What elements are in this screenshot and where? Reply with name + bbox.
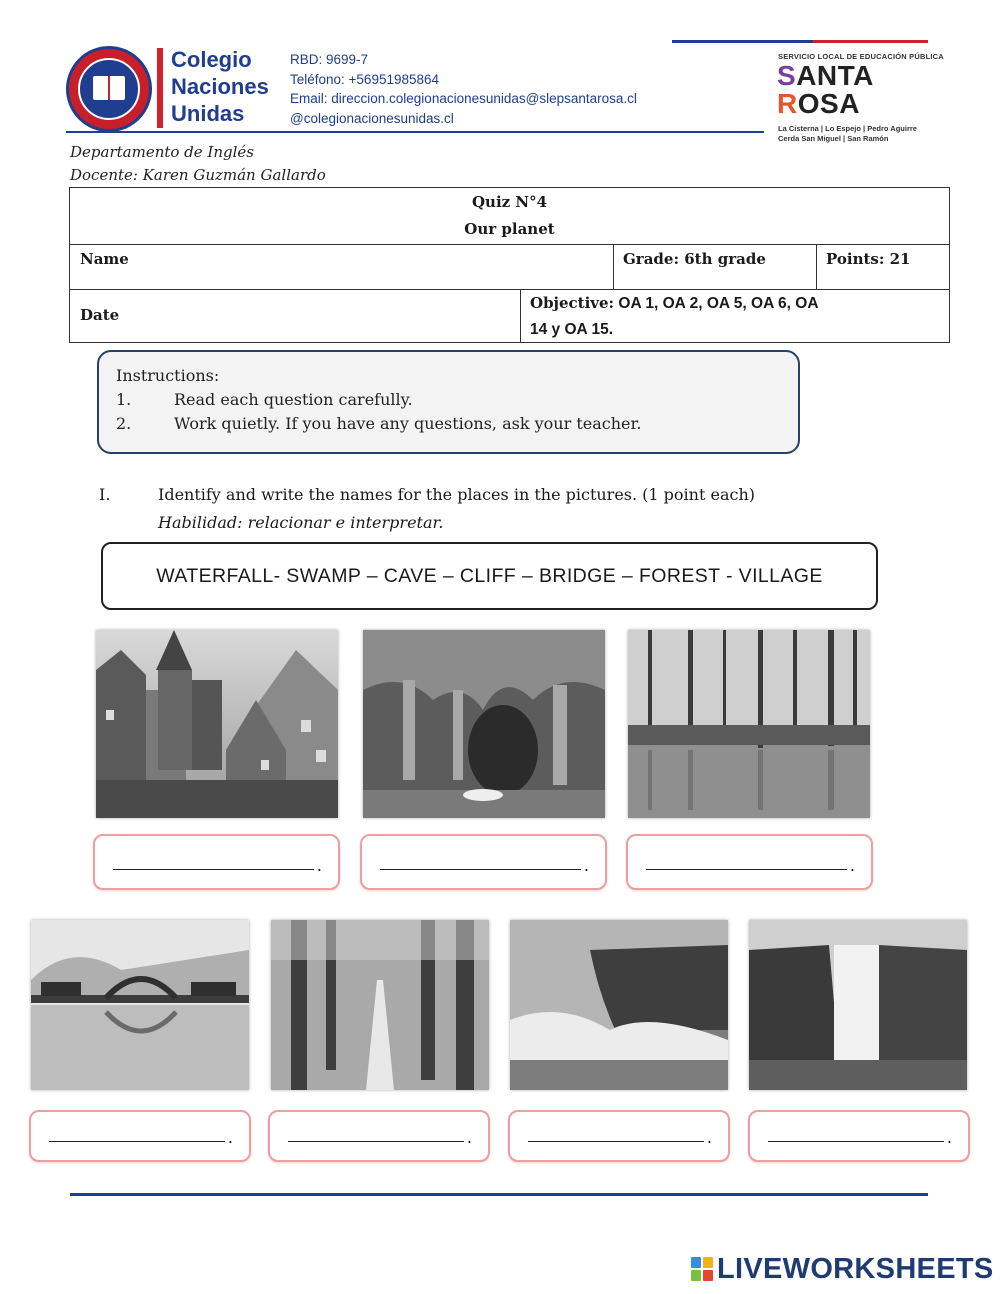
instruction-item: [116, 390, 413, 409]
teacher: Docente: Karen Guzmán Gallardo: [70, 166, 326, 184]
answer-field-forest[interactable]: [268, 1110, 490, 1162]
school-seal-logo: [66, 46, 152, 132]
partner-logo-line2: ROSA: [777, 88, 860, 119]
partner-name-rest: ANTA: [796, 60, 874, 91]
answer-line: [113, 869, 314, 870]
instruction-number: 2.: [116, 414, 132, 433]
partner-name-rest: OSA: [797, 88, 860, 119]
liveworksheets-logo: [691, 1253, 994, 1285]
grade-cell: [614, 245, 817, 290]
instructions-box: [97, 350, 800, 454]
answer-period: .: [466, 1128, 472, 1147]
answer-line: [768, 1141, 944, 1142]
village-picture: [96, 630, 338, 818]
answer-period: .: [316, 856, 322, 875]
answer-field-bridge[interactable]: [29, 1110, 251, 1162]
answer-line: [646, 869, 847, 870]
date-cell[interactable]: [70, 290, 521, 342]
header-underline: [66, 131, 764, 133]
phone: Teléfono: +56951985864: [290, 71, 440, 87]
school-name: [171, 46, 269, 127]
waterfall-picture: [749, 920, 967, 1090]
department: Departamento de Inglés: [70, 143, 254, 161]
answer-period: .: [849, 856, 855, 875]
quiz-title: Quiz N°4: [471, 193, 548, 211]
contact-info: [290, 50, 637, 128]
answer-line: [288, 1141, 464, 1142]
instruction-text: Read each question carefully.: [174, 390, 413, 409]
quiz-title-cell: [70, 188, 949, 245]
objective-label: Objective:: [530, 294, 615, 312]
forest-picture: [271, 920, 489, 1090]
answer-field-waterfall[interactable]: [748, 1110, 970, 1162]
cave-picture: [363, 630, 605, 818]
partner-towns: La Cisterna | Lo Espejo | Pedro Aguirre Cerda San Miguel | San Ramón: [778, 124, 917, 143]
quiz-subtitle: Our planet: [464, 220, 555, 238]
answer-field-swamp[interactable]: [626, 834, 873, 890]
rbd: RBD: 9699-7: [290, 52, 369, 67]
objective-value: OA 1, OA 2, OA 5, OA 6, OA: [614, 295, 819, 312]
instruction-text: Work quietly. If you have any questions, ask your teacher.: [174, 414, 642, 433]
partner-heading: SERVICIO LOCAL DE EDUCACIÓN PÚBLICA: [778, 52, 944, 61]
email: Email: direccion.colegionacionesunidas@slepsantarosa.cl: [290, 91, 637, 106]
answer-period: .: [946, 1128, 952, 1147]
answer-field-cliff[interactable]: [508, 1110, 730, 1162]
section-skill: Habilidad: relacionar e interpretar.: [158, 513, 444, 532]
section-prompt: Identify and write the names for the places in the pictures. (1 point each): [158, 485, 756, 504]
school-name-line: Unidas: [171, 101, 245, 126]
liveworksheets-wordmark: LIVEWORKSHEETS: [717, 1252, 994, 1285]
quiz-info-table: [69, 187, 950, 343]
objective-cell: [521, 290, 949, 342]
answer-field-village[interactable]: [93, 834, 340, 890]
answer-period: .: [706, 1128, 712, 1147]
answer-line: [380, 869, 581, 870]
instruction-number: 1.: [116, 390, 132, 409]
footer-line: [70, 1193, 928, 1196]
liveworksheets-icon: [691, 1257, 713, 1281]
logo-divider: [157, 48, 163, 128]
answer-line: [528, 1141, 704, 1142]
social-handle: @colegionacionesunidas.cl: [290, 110, 454, 126]
school-name-line: Colegio: [171, 47, 252, 72]
name-label: Name: [80, 250, 129, 268]
points-cell: [817, 245, 949, 290]
answer-period: .: [227, 1128, 233, 1147]
instruction-item: [116, 414, 641, 433]
answer-line: [49, 1141, 225, 1142]
cliff-picture: [510, 920, 728, 1090]
points-label: Points: 21: [826, 250, 911, 268]
swamp-picture: [628, 630, 870, 818]
school-name-line: Naciones: [171, 74, 269, 99]
answer-period: .: [583, 856, 589, 875]
partner-logo-line1: SANTA: [777, 60, 874, 91]
grade-label: Grade: 6th grade: [623, 250, 766, 268]
bridge-picture: [31, 920, 249, 1090]
word-bank: WATERFALL- SWAMP – CAVE – CLIFF – BRIDGE – FOREST - VILLAGE: [101, 542, 878, 610]
section-number: I.: [99, 485, 111, 504]
instructions-heading: Instructions:: [116, 366, 220, 385]
header-accent-line: [672, 40, 928, 43]
date-label: Date: [80, 306, 120, 324]
answer-field-cave[interactable]: [360, 834, 607, 890]
objective-value-cont: 14 y OA 15.: [530, 321, 614, 338]
name-cell[interactable]: [70, 245, 614, 290]
